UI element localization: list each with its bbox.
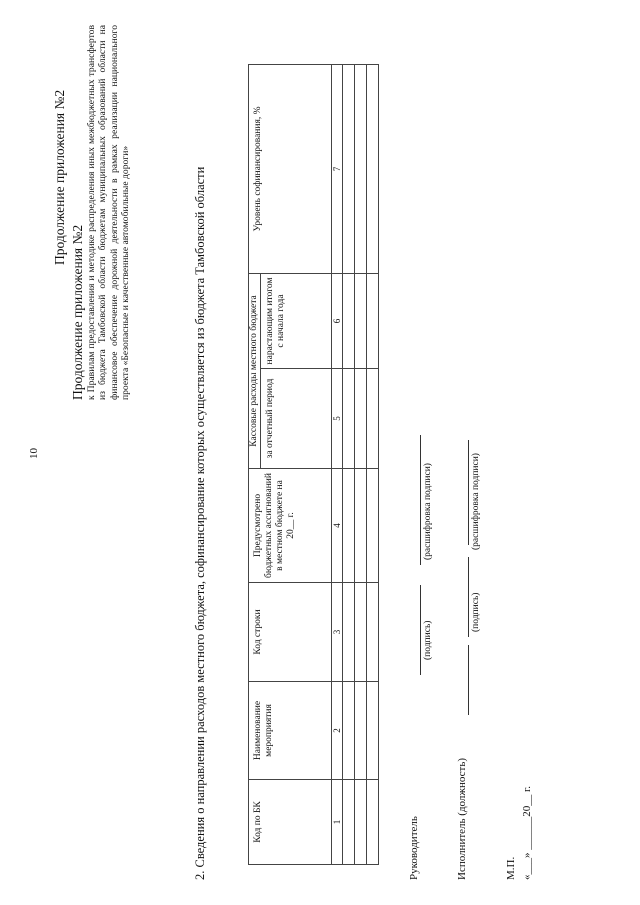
appendix-title: Продолжение приложения №2 (70, 224, 85, 400)
header-name: Наименование мероприятия (249, 682, 332, 780)
appendix-text: к Правилам предоставления и методике распределения иных межбюджетных трансфертов из бюджета Тамбовской области бюджетам муниципальных образований области на финансовое обеспечение дорожной деятельности в рамках реализации национального проекта «Безопасные и качественные автомобильные дороги» (85, 25, 132, 400)
col-number: 5 (332, 369, 343, 469)
col-number: 4 (332, 469, 343, 583)
head-signature-caption: (подпись) (423, 620, 433, 660)
executor-position-line (468, 645, 469, 715)
col-number: 2 (332, 682, 343, 780)
col-number: 7 (332, 65, 343, 274)
header-planned: Предусмотрено бюджетных ассигнований в местном бюджете на 20__ г. (249, 469, 332, 583)
head-decode-caption: (расшифровка подписи) (423, 463, 433, 560)
page-number: 10 (28, 448, 40, 459)
head-signature-line (420, 585, 421, 675)
appendix-block (72, 25, 132, 400)
header-period: за отчетный период (261, 369, 332, 469)
head-decode-line (420, 435, 421, 565)
header-cumulative: нарастающим итогом с начала года (261, 274, 332, 369)
head-label: Руководитель (408, 816, 420, 880)
executor-decode-line (468, 440, 469, 545)
executor-signature-caption: (подпись) (471, 592, 481, 632)
executor-decode-caption: (расшифровка подписи) (471, 453, 481, 550)
col-number: 6 (332, 274, 343, 369)
executor-signature-line (468, 557, 469, 637)
section-heading: 2. Сведения о направлении расходов местного бюджета, софинансирование которых осуществляется из бюджета Тамбовской области (193, 166, 207, 880)
continuation-title: Продолжение приложения №2 (52, 89, 67, 265)
date-line: «___» ______20__ г. (521, 785, 533, 880)
table-row (343, 65, 355, 865)
executor-label: Исполнитель (должность) (456, 757, 468, 880)
table-row (367, 65, 379, 865)
col-number: 1 (332, 780, 343, 865)
table-row (355, 65, 367, 865)
data-table (248, 64, 379, 865)
stamp-label: М.П. (505, 856, 517, 880)
header-level: Уровень софинансирования, % (249, 65, 332, 274)
header-kbk: Код по БК (249, 780, 332, 865)
header-code: Код строки (249, 583, 332, 682)
header-cash: Кассовые расходы местного бюджета (249, 274, 261, 469)
numbers-row (332, 65, 343, 865)
col-number: 3 (332, 583, 343, 682)
